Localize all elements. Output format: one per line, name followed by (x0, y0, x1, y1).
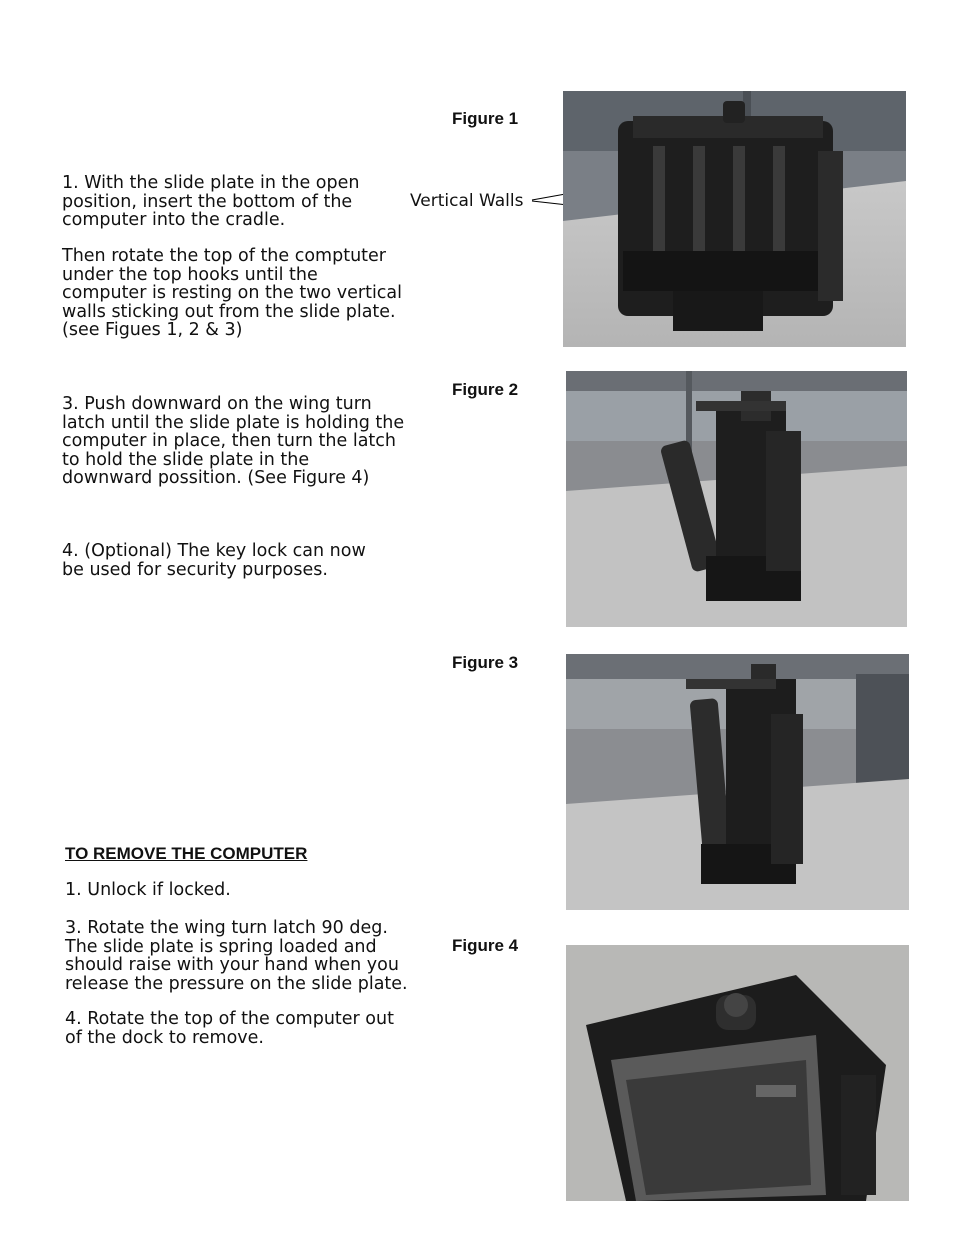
figure-1-photo (563, 91, 906, 347)
figure-1-label: Figure 1 (452, 109, 519, 128)
figure-3-photo (566, 654, 909, 910)
install-step-1: 1. With the slide plate in the open position, insert the bottom of the computer into the cradle. (62, 173, 360, 230)
install-step-1-continued: Then rotate the top of the comptuter under the top hooks until the computer is resting on the two vertical walls sticking out from the slide plate. (see Figues 1, 2 & 3) (62, 246, 403, 340)
figure-3-label: Figure 3 (452, 653, 519, 672)
vertical-walls-callout: Vertical Walls (410, 191, 524, 211)
remove-heading: TO REMOVE THE COMPUTER (65, 844, 308, 863)
remove-step-3: 3. Rotate the wing turn latch 90 deg. The slide plate is spring loaded and should raise with your hand when you release the pressure on the slide plate. (65, 918, 408, 994)
figure-2-label: Figure 2 (452, 380, 519, 399)
install-step-3: 3. Push downward on the wing turn latch until the slide plate is holding the computer in place, then turn the latch to hold the slide plate in the downward possition. (See Figure 4) (62, 394, 405, 488)
figure-4-photo (566, 945, 909, 1201)
remove-step-1: 1. Unlock if locked. (65, 880, 231, 900)
remove-step-4: 4. Rotate the top of the computer out of the dock to remove. (65, 1009, 394, 1048)
install-step-4: 4. (Optional) The key lock can now be used for security purposes. (62, 541, 366, 580)
figure-4-label: Figure 4 (452, 936, 519, 955)
figure-2-photo (566, 371, 907, 627)
